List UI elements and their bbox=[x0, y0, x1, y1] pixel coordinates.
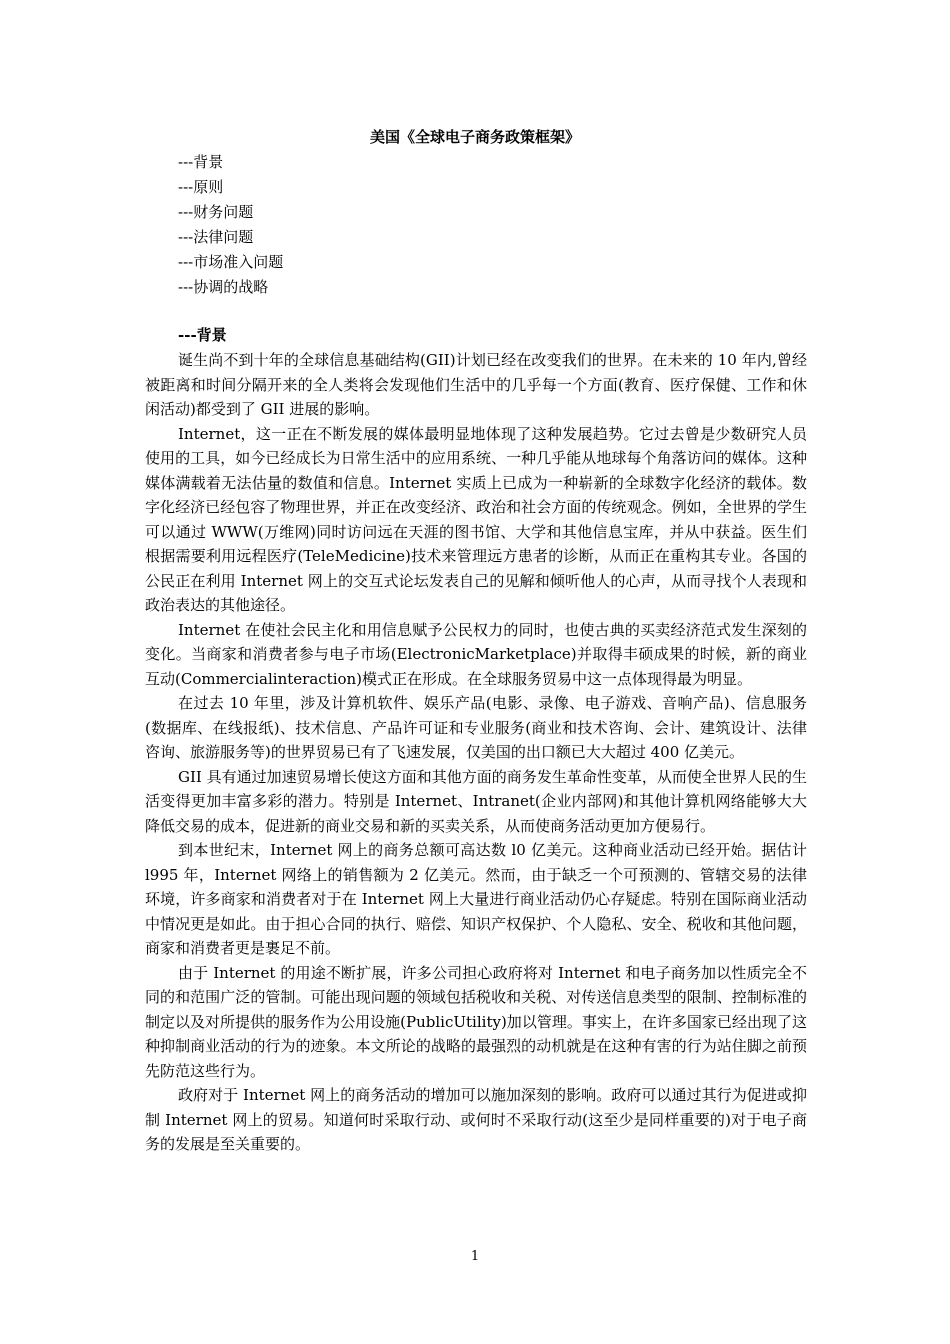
table-of-contents bbox=[178, 150, 283, 300]
paragraph: 诞生尚不到十年的全球信息基础结构(GII)计划已经在改变我们的世界。在未来的 10 年内,曾经被距离和时间分隔开来的全人类将会发现他们生活中的几乎每一个方面(教育、医疗保健、工作和休闲活动)都受到了 GII 进展的影响。 bbox=[145, 351, 807, 418]
paragraph: 在过去 10 年里，涉及计算机软件、娱乐产品(电影、录像、电子游戏、音响产品)、信息服务(数据库、在线报纸)、技术信息、产品许可证和专业服务(商业和技术咨询、会计、建筑设计、法律咨询、旅游服务等)的世界贸易已有了飞速发展，仅美国的出口额已大大超过 400 亿美元。 bbox=[145, 694, 807, 761]
paragraph: GII 具有通过加速贸易增长使这方面和其他方面的商务发生革命性变革，从而使全世界人民的生活变得更加丰富多彩的潜力。特别是 Internet、Intranet(企业内部网)和其他计算机网络能够大大降低交易的成本，促进新的商业交易和新的买卖关系，从而使商务活动更加方便易行。 bbox=[145, 767, 807, 835]
document-title: 美国《全球电子商务政策框架》 bbox=[369, 128, 580, 146]
paragraph: 到本世纪末，Internet 网上的商务总额可高达数 l0 亿美元。这种商业活动已经开始。据估计 l995 年，Internet 网络上的销售额为 2 亿美元。然而，由于缺乏一个可预测的、管辖交易的法律环境，许多商家和消费者对于在 Internet 网上大量进行商业活动仍心存疑虑。特别在国际商业活动中情况更是如此。由于担心合同的执行、赔偿、知识产权保护、个人隐私、安全、税收和其他问题，商家和消费者更是裹足不前。 bbox=[145, 841, 807, 957]
body-text bbox=[145, 348, 807, 1157]
paragraph: 政府对于 Internet 网上的商务活动的增加可以施加深刻的影响。政府可以通过其行为促进或抑制 Internet 网上的贸易。知道何时采取行动、或何时不采取行动(这至少是同样重要的)对于电子商务的发展是至关重要的。 bbox=[145, 1086, 807, 1153]
toc-item: ---法律问题 bbox=[178, 228, 254, 246]
page-number: 1 bbox=[470, 1249, 480, 1264]
toc-item: ---财务问题 bbox=[178, 203, 254, 221]
toc-item: ---市场准入问题 bbox=[178, 253, 284, 271]
toc-item: ---原则 bbox=[178, 178, 224, 196]
paragraph: Internet 在使社会民主化和用信息赋予公民权力的同时，也使古典的买卖经济范式发生深刻的变化。当商家和消费者参与电子市场(ElectronicMarketplace)并取得丰硕成果的时候，新的商业互动(Commercialinteraction)模式正在形成。在全球服务贸易中这一点体现得最为明显。 bbox=[145, 620, 807, 688]
toc-item: ---协调的战略 bbox=[178, 278, 269, 296]
paragraph: 由于 Internet 的用途不断扩展，许多公司担心政府将对 Internet 和电子商务加以性质完全不同的和范围广泛的管制。可能出现问题的领域包括税收和关税、对传送信息类型的限制、控制标准的制定以及对所提供的服务作为公用设施(PublicUtility)加以管理。事实上，在许多国家已经出现了这种抑制商业活动的行为的迹象。本文所论的战略的最强烈的动机就是在这种有害的行为站住脚之前预先防范这些行为。 bbox=[145, 963, 807, 1080]
paragraph: Internet，这一正在不断发展的媒体最明显地体现了这种发展趋势。它过去曾是少数研究人员使用的工具，如今已经成长为日常生活中的应用系统、一种几乎能从地球每个角落访问的媒体。这种媒体满载着无法估量的数值和信息。Internet 实质上已成为一种崭新的全球数字化经济的载体。数字化经济已经包容了物理世界，并正在改变经济、政治和社会方面的传统观念。例如，全世界的学生可以通过 WWW(万维网)同时访问远在天涯的图书馆、大学和其他信息宝库，并从中获益。医生们根据需要利用远程医疗(TeleMedicine)技术来管理远方患者的诊断，从而正在重构其专业。各国的公民正在利用 Internet 网上的交互式论坛发表自己的见解和倾听他人的心声，从而寻找个人表现和政治表达的其他途径。 bbox=[145, 424, 807, 614]
toc-item: ---背景 bbox=[178, 153, 224, 171]
section-heading: ---背景 bbox=[178, 326, 227, 344]
